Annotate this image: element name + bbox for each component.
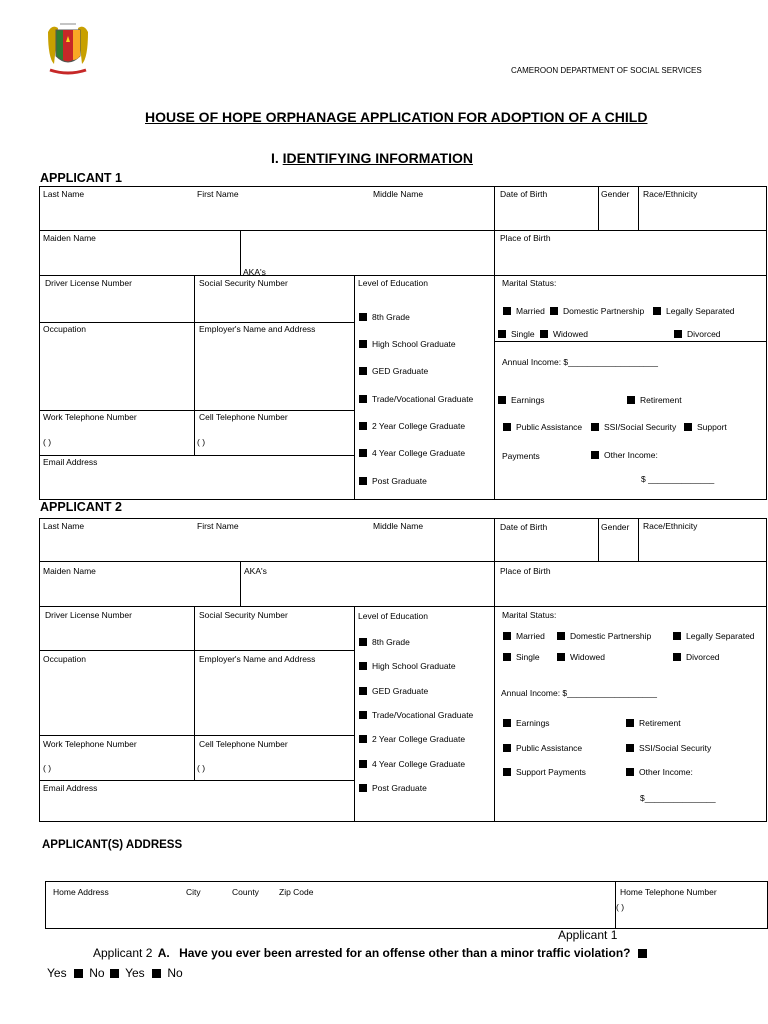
a2-edu-option[interactable]: 4 Year College Graduate bbox=[359, 759, 465, 769]
a2-cell-tel-paren: ( ) bbox=[197, 763, 206, 773]
a2-other-amount[interactable]: $_______________ bbox=[640, 793, 716, 803]
a1-ssi-option[interactable]: SSI/Social Security bbox=[591, 422, 676, 432]
a2-edu-option[interactable]: High School Graduate bbox=[359, 661, 456, 671]
checkbox-icon bbox=[503, 653, 511, 661]
checkbox-icon bbox=[627, 396, 635, 404]
applicant1-heading: APPLICANT 1 bbox=[40, 171, 122, 185]
question-text: Have you ever been arrested for an offense other than a minor traffic violation? bbox=[179, 946, 631, 960]
a2-first-name-label: First Name bbox=[197, 521, 239, 531]
checkbox-icon bbox=[359, 313, 367, 321]
a2-earnings-option[interactable]: Earnings bbox=[503, 718, 550, 728]
checkbox-icon bbox=[557, 653, 565, 661]
checkbox-icon bbox=[359, 422, 367, 430]
a1-email-label: Email Address bbox=[43, 457, 98, 467]
checkbox-icon[interactable] bbox=[638, 949, 647, 958]
a1-race-label: Race/Ethnicity bbox=[643, 189, 698, 199]
a1-work-tel-label: Work Telephone Number bbox=[43, 412, 137, 422]
checkbox-icon bbox=[557, 632, 565, 640]
checkbox-icon bbox=[359, 395, 367, 403]
form-title: HOUSE OF HOPE ORPHANAGE APPLICATION FOR ADOPTION OF A CHILD bbox=[145, 109, 648, 125]
checkbox-icon bbox=[673, 632, 681, 640]
a1-dob-label: Date of Birth bbox=[500, 189, 548, 199]
checkbox-icon bbox=[591, 451, 599, 459]
a2-yes-label: Yes bbox=[125, 966, 145, 980]
a2-dob-label: Date of Birth bbox=[500, 522, 548, 532]
a1-single-option[interactable]: Single bbox=[498, 329, 535, 339]
a1-divorced-option[interactable]: Divorced bbox=[674, 329, 721, 339]
a2-edu-option[interactable]: Post Graduate bbox=[359, 783, 427, 793]
a1-retirement-option[interactable]: Retirement bbox=[627, 395, 682, 405]
checkbox-icon bbox=[653, 307, 661, 315]
a2-occupation-label: Occupation bbox=[43, 654, 86, 664]
a2-edu-option[interactable]: 2 Year College Graduate bbox=[359, 734, 465, 744]
checkbox-icon[interactable] bbox=[152, 969, 161, 978]
a2-middle-name-label: Middle Name bbox=[373, 521, 424, 531]
home-tel-paren: ( ) bbox=[616, 902, 625, 912]
a1-edu-option[interactable]: High School Graduate bbox=[359, 339, 456, 349]
a1-annual-income[interactable]: Annual Income: $___________________ bbox=[502, 357, 658, 367]
a1-gender-label: Gender bbox=[601, 189, 630, 199]
home-address-label: Home Address bbox=[53, 887, 109, 897]
a2-edu-option[interactable]: GED Graduate bbox=[359, 686, 428, 696]
checkbox-icon bbox=[503, 423, 511, 431]
a1-edu-option[interactable]: GED Graduate bbox=[359, 366, 428, 376]
checkbox-icon bbox=[359, 638, 367, 646]
applicant2-column-label: Applicant 2 bbox=[93, 946, 153, 960]
a2-edu-option[interactable]: Trade/Vocational Graduate bbox=[359, 710, 473, 720]
section-number: I. bbox=[271, 150, 279, 166]
a1-last-name-label: Last Name bbox=[43, 189, 85, 199]
a1-widowed-option[interactable]: Widowed bbox=[540, 329, 588, 339]
a1-pob-label: Place of Birth bbox=[500, 233, 551, 243]
checkbox-icon bbox=[550, 307, 558, 315]
a2-support-payments-option[interactable]: Support Payments bbox=[503, 767, 586, 777]
checkbox-icon bbox=[359, 687, 367, 695]
arrest-question bbox=[93, 946, 652, 960]
a2-no-label: No bbox=[167, 966, 183, 980]
a2-single-option[interactable]: Single bbox=[503, 652, 540, 662]
a2-annual-income[interactable]: Annual Income: $___________________ bbox=[501, 688, 657, 698]
a1-cell-tel-label: Cell Telephone Number bbox=[199, 412, 288, 422]
a2-married-option[interactable]: Married bbox=[503, 631, 545, 641]
address-heading: APPLICANT(S) ADDRESS bbox=[42, 839, 183, 851]
a1-occupation-label: Occupation bbox=[43, 324, 86, 334]
a2-ssn-label: Social Security Number bbox=[199, 610, 288, 620]
checkbox-icon bbox=[591, 423, 599, 431]
a2-edu-label: Level of Education bbox=[358, 611, 428, 621]
a2-gender-label: Gender bbox=[601, 522, 630, 532]
a2-pob-label: Place of Birth bbox=[500, 566, 551, 576]
question-letter: A. bbox=[157, 946, 170, 960]
a1-support-option[interactable]: Support bbox=[684, 422, 727, 432]
a2-separated-option[interactable]: Legally Separated bbox=[673, 631, 755, 641]
a1-edu-option[interactable]: 8th Grade bbox=[359, 312, 410, 322]
a2-marital-label: Marital Status: bbox=[502, 610, 557, 620]
a1-middle-name-label: Middle Name bbox=[373, 189, 424, 199]
a1-married-option[interactable]: Married bbox=[503, 306, 545, 316]
checkbox-icon bbox=[359, 760, 367, 768]
a2-work-tel-label: Work Telephone Number bbox=[43, 739, 137, 749]
county-label: County bbox=[232, 887, 259, 897]
city-label: City bbox=[186, 887, 201, 897]
applicant1-column-label: Applicant 1 bbox=[558, 928, 618, 942]
a2-employer-label: Employer's Name and Address bbox=[199, 654, 316, 664]
checkbox-icon bbox=[540, 330, 548, 338]
checkbox-icon[interactable] bbox=[74, 969, 83, 978]
a1-edu-option[interactable]: Trade/Vocational Graduate bbox=[359, 394, 473, 404]
arrest-answers bbox=[47, 966, 183, 980]
a1-first-name-label: First Name bbox=[197, 189, 239, 199]
a2-public-option[interactable]: Public Assistance bbox=[503, 743, 582, 753]
checkbox-icon bbox=[626, 744, 634, 752]
checkbox-icon bbox=[674, 330, 682, 338]
a2-ssi-option[interactable]: SSI/Social Security bbox=[626, 743, 711, 753]
a1-ssn-label: Social Security Number bbox=[199, 278, 288, 288]
a1-employer-label: Employer's Name and Address bbox=[199, 324, 316, 334]
checkbox-icon bbox=[359, 340, 367, 348]
checkbox-icon[interactable] bbox=[110, 969, 119, 978]
section-title: IDENTIFYING INFORMATION bbox=[282, 150, 473, 166]
a1-marital-label: Marital Status: bbox=[502, 278, 557, 288]
a2-aka-label: AKA's bbox=[244, 566, 267, 576]
a2-maiden-label: Maiden Name bbox=[43, 566, 96, 576]
a1-aka-label: AKA's bbox=[243, 267, 266, 277]
a2-widowed-option[interactable]: Widowed bbox=[557, 652, 605, 662]
checkbox-icon bbox=[359, 367, 367, 375]
checkbox-icon bbox=[503, 632, 511, 640]
a2-last-name-label: Last Name bbox=[43, 521, 85, 531]
a1-separated-option[interactable]: Legally Separated bbox=[653, 306, 735, 316]
a1-payments-label: Payments bbox=[502, 451, 540, 461]
a1-earnings-option[interactable]: Earnings bbox=[498, 395, 545, 405]
zip-code-label: Zip Code bbox=[279, 887, 314, 897]
checkbox-icon bbox=[359, 711, 367, 719]
checkbox-icon bbox=[684, 423, 692, 431]
a1-cell-tel-paren: ( ) bbox=[197, 437, 206, 447]
a1-other-option[interactable]: Other Income: bbox=[591, 450, 658, 460]
section-heading bbox=[271, 150, 473, 166]
checkbox-icon bbox=[498, 396, 506, 404]
coat-of-arms-logo bbox=[42, 18, 94, 78]
a1-domestic-option[interactable]: Domestic Partnership bbox=[550, 306, 644, 316]
a2-domestic-option[interactable]: Domestic Partnership bbox=[557, 631, 651, 641]
a1-edu-option[interactable]: Post Graduate bbox=[359, 476, 427, 486]
checkbox-icon bbox=[359, 449, 367, 457]
department-name: CAMEROON DEPARTMENT OF SOCIAL SERVICES bbox=[511, 66, 702, 75]
a1-no-label: No bbox=[89, 966, 105, 980]
a1-edu-option[interactable]: 2 Year College Graduate bbox=[359, 421, 465, 431]
a1-public-option[interactable]: Public Assistance bbox=[503, 422, 582, 432]
a2-divorced-option[interactable]: Divorced bbox=[673, 652, 720, 662]
a1-edu-label: Level of Education bbox=[358, 278, 428, 288]
a2-edu-option[interactable]: 8th Grade bbox=[359, 637, 410, 647]
a2-cell-tel-label: Cell Telephone Number bbox=[199, 739, 288, 749]
home-tel-label: Home Telephone Number bbox=[620, 887, 717, 897]
a2-email-label: Email Address bbox=[43, 783, 98, 793]
checkbox-icon bbox=[673, 653, 681, 661]
checkbox-icon bbox=[503, 719, 511, 727]
checkbox-icon bbox=[359, 477, 367, 485]
checkbox-icon bbox=[503, 307, 511, 315]
checkbox-icon bbox=[359, 662, 367, 670]
a2-other-option[interactable]: Other Income: bbox=[626, 767, 693, 777]
a1-edu-option[interactable]: 4 Year College Graduate bbox=[359, 448, 465, 458]
checkbox-icon bbox=[503, 768, 511, 776]
checkbox-icon bbox=[498, 330, 506, 338]
a2-retirement-option[interactable]: Retirement bbox=[626, 718, 681, 728]
a1-yes-label: Yes bbox=[47, 966, 67, 980]
a1-work-tel-paren: ( ) bbox=[43, 437, 52, 447]
checkbox-icon bbox=[626, 719, 634, 727]
a1-dl-label: Driver License Number bbox=[45, 278, 132, 288]
a2-work-tel-paren: ( ) bbox=[43, 763, 52, 773]
checkbox-icon bbox=[503, 744, 511, 752]
checkbox-icon bbox=[626, 768, 634, 776]
a2-race-label: Race/Ethnicity bbox=[643, 521, 698, 531]
checkbox-icon bbox=[359, 784, 367, 792]
checkbox-icon bbox=[359, 735, 367, 743]
a1-other-amount[interactable]: $ ______________ bbox=[641, 474, 715, 484]
a1-maiden-label: Maiden Name bbox=[43, 233, 96, 243]
a2-dl-label: Driver License Number bbox=[45, 610, 132, 620]
applicant2-heading: APPLICANT 2 bbox=[40, 500, 122, 514]
